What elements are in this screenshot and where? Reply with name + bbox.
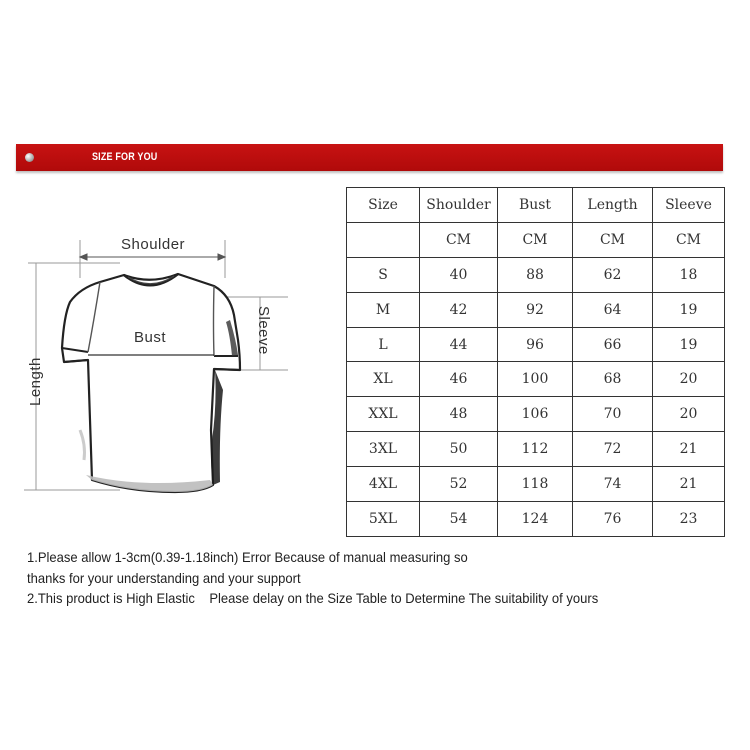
table-cell: 72 bbox=[573, 432, 653, 467]
table-cell: 74 bbox=[573, 467, 653, 502]
table-row bbox=[347, 362, 725, 397]
size-cell: S bbox=[347, 257, 420, 292]
tshirt-measurement-diagram bbox=[20, 230, 295, 510]
table-row bbox=[347, 467, 725, 502]
table-cell: 21 bbox=[653, 467, 725, 502]
unit-cell: CM bbox=[498, 222, 573, 257]
table-cell: 54 bbox=[420, 502, 498, 537]
header-cell: Sleeve bbox=[653, 188, 725, 223]
table-cell: 48 bbox=[420, 397, 498, 432]
unit-cell: CM bbox=[573, 222, 653, 257]
table-unit-row bbox=[347, 222, 725, 257]
note-line: 1.Please allow 1-3cm(0.39-1.18inch) Error Because of manual measuring so bbox=[27, 549, 468, 565]
table-row bbox=[347, 257, 725, 292]
size-cell: XXL bbox=[347, 397, 420, 432]
sleeve-label: Sleeve bbox=[255, 306, 272, 355]
table-cell: 70 bbox=[573, 397, 653, 432]
table-cell: 118 bbox=[498, 467, 573, 502]
table-cell: 52 bbox=[420, 467, 498, 502]
size-chart-table bbox=[346, 187, 725, 537]
note-line: thanks for your understanding and your support bbox=[27, 569, 301, 586]
table-cell: 124 bbox=[498, 502, 573, 537]
bullet-icon bbox=[25, 153, 34, 162]
table-cell: 106 bbox=[498, 397, 573, 432]
unit-cell: CM bbox=[420, 222, 498, 257]
unit-cell: CM bbox=[653, 222, 725, 257]
table-cell: 20 bbox=[653, 362, 725, 397]
table-row bbox=[347, 502, 725, 537]
size-cell: 5XL bbox=[347, 502, 420, 537]
note-line: 2.This product is High Elastic Please delay on the Size Table to Determine The suitability of yours bbox=[27, 590, 599, 606]
size-banner bbox=[16, 144, 723, 171]
table-cell: 66 bbox=[573, 327, 653, 362]
table-cell: 112 bbox=[498, 432, 573, 467]
table-cell: 21 bbox=[653, 432, 725, 467]
table-row bbox=[347, 432, 725, 467]
table-cell: 88 bbox=[498, 257, 573, 292]
table-row bbox=[347, 292, 725, 327]
table-cell: 96 bbox=[498, 327, 573, 362]
table-cell: 100 bbox=[498, 362, 573, 397]
size-notes bbox=[27, 547, 641, 609]
table-row bbox=[347, 327, 725, 362]
table-cell: 92 bbox=[498, 292, 573, 327]
bust-label: Bust bbox=[134, 329, 167, 346]
table-cell: 64 bbox=[573, 292, 653, 327]
size-cell: L bbox=[347, 327, 420, 362]
size-cell: 3XL bbox=[347, 432, 420, 467]
table-cell: 44 bbox=[420, 327, 498, 362]
header-cell: Length bbox=[573, 188, 653, 223]
tshirt-illustration bbox=[20, 230, 295, 510]
table-cell: 40 bbox=[420, 257, 498, 292]
table-cell: 20 bbox=[653, 397, 725, 432]
table-cell: 50 bbox=[420, 432, 498, 467]
table-cell: 76 bbox=[573, 502, 653, 537]
table-header-row bbox=[347, 188, 725, 223]
unit-cell bbox=[347, 222, 420, 257]
table-row bbox=[347, 397, 725, 432]
size-cell: M bbox=[347, 292, 420, 327]
table-cell: 68 bbox=[573, 362, 653, 397]
table-cell: 46 bbox=[420, 362, 498, 397]
table-cell: 19 bbox=[653, 327, 725, 362]
banner-title: SIZE FOR YOU bbox=[92, 151, 158, 163]
size-cell: XL bbox=[347, 362, 420, 397]
table-cell: 42 bbox=[420, 292, 498, 327]
table-cell: 19 bbox=[653, 292, 725, 327]
header-cell: Shoulder bbox=[420, 188, 498, 223]
size-cell: 4XL bbox=[347, 467, 420, 502]
table-cell: 23 bbox=[653, 502, 725, 537]
length-label: Length bbox=[27, 357, 44, 406]
shoulder-label: Shoulder bbox=[121, 236, 186, 253]
header-cell: Size bbox=[347, 188, 420, 223]
table-cell: 62 bbox=[573, 257, 653, 292]
table-cell: 18 bbox=[653, 257, 725, 292]
header-cell: Bust bbox=[498, 188, 573, 223]
